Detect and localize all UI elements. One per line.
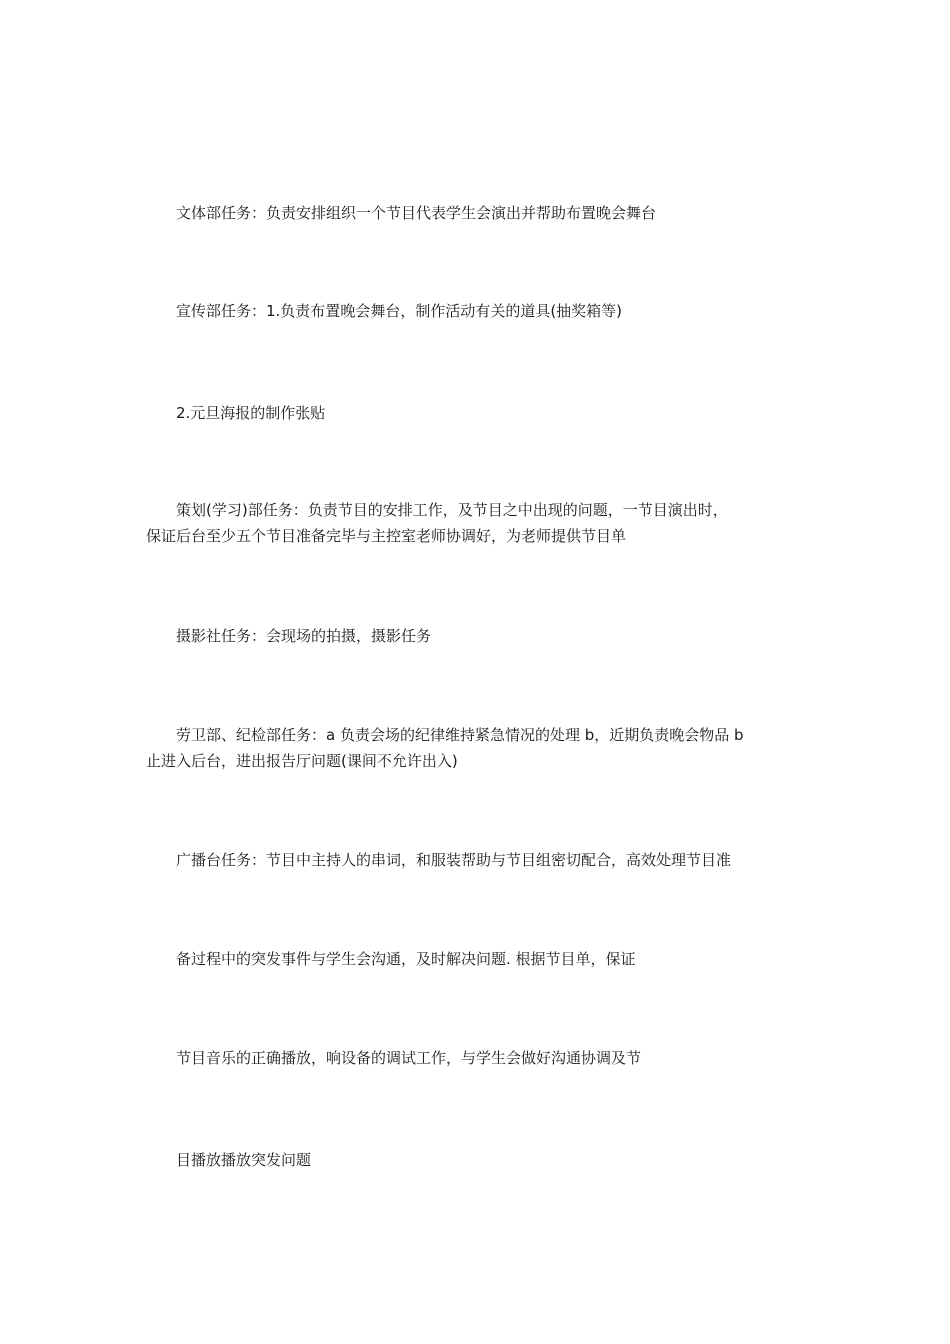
paragraph-continuation-1 [146,946,816,972]
paragraph-line: 劳卫部、纪检部任务：a 负责会场的纪律维持紧急情况的处理 b，近期负责晚会物品 b [176,726,744,744]
paragraph-line: 2.元旦海报的制作张贴 [176,404,326,422]
paragraph-line: 摄影社任务：会现场的拍摄，摄影任务 [176,627,432,645]
paragraph-line: 止进入后台，进出报告厅问题(课间不允许出入) [146,752,458,770]
paragraph-line: 文体部任务：负责安排组织一个节目代表学生会演出并帮助布置晚会舞台 [176,204,657,222]
paragraph-line: 目播放播放突发问题 [176,1151,312,1169]
paragraph-line: 宣传部任务：1.负责布置晚会舞台，制作活动有关的道具(抽奖箱等) [176,302,623,320]
paragraph-continuation-2 [146,1045,816,1071]
paragraph-line: 广播台任务：节目中主持人的串词，和服装帮助与节目组密切配合，高效处理节目准 [176,851,732,869]
paragraph-sheying-club [146,623,816,649]
paragraph-line: 备过程中的突发事件与学生会沟通，及时解决问题. 根据节目单，保证 [176,950,636,968]
paragraph-laowei-jijian-dept [146,722,816,774]
paragraph-wenti-dept [146,200,816,226]
paragraph-cehua-dept [146,497,816,549]
paragraph-xuanchuan-dept [146,298,816,324]
paragraph-line: 节目音乐的正确播放，响设备的调试工作，与学生会做好沟通协调及节 [176,1049,642,1067]
paragraph-guangbo-station [146,847,816,873]
paragraph-line: 保证后台至少五个节目准备完毕与主控室老师协调好，为老师提供节目单 [146,527,627,545]
paragraph-poster-task [146,400,816,426]
paragraph-line: 策划(学习)部任务：负责节目的安排工作，及节目之中出现的问题，一节目演出时， [176,501,728,519]
paragraph-continuation-3 [146,1147,816,1173]
